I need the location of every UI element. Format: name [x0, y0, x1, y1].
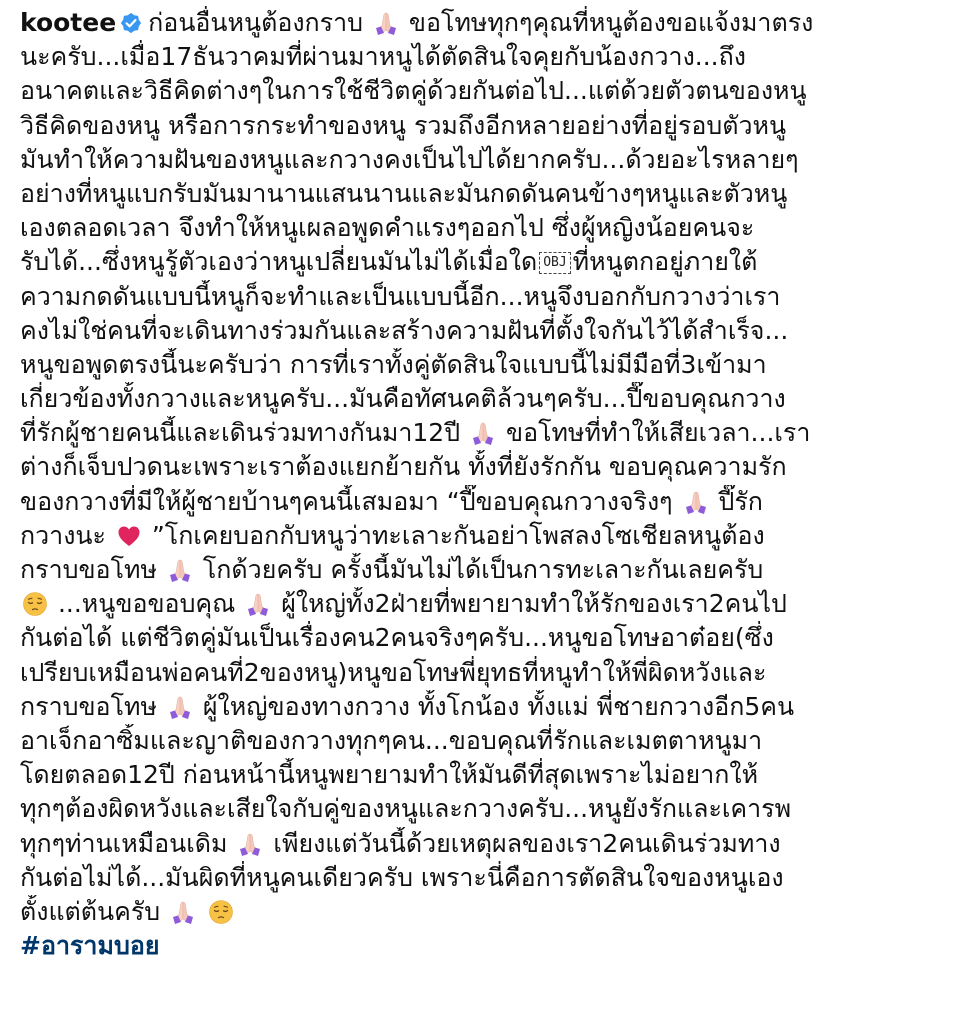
caption-text-segment: ทุกๆท่านเหมือนเดิม: [20, 828, 236, 858]
caption-line: [20, 724, 945, 758]
caption-line: [20, 827, 945, 861]
caption-text-segment: เกี่ยวข้องทั้งกวางและหนูครับ...มันคือทัศนคติล้วนๆครับ...ปี๊ขอบคุณกวาง: [20, 384, 786, 414]
caption-text-segment: ที่หนูตกอยู่ภายใต้: [572, 247, 758, 277]
pleading-hands-emoji-icon: [683, 489, 709, 515]
caption-text-segment: วิธีคิดของหนู หรือการกระทำของหนู รวมถึงอีกหลายอย่างที่อยู่รอบตัวหนู: [20, 110, 787, 140]
caption-text-segment: กราบขอโทษ: [20, 691, 165, 721]
caption-line: [20, 485, 945, 519]
caption-text-segment: กันต่อได้ แต่ชีวิตคู่มันเป็นเรื่องคน2คนจริงๆครับ...หนูขอโทษอาต๋อย(ซึ่ง: [20, 623, 774, 653]
caption-text-segment: คงไม่ใช่คนที่จะเดินทางร่วมกันและสร้างความฝันที่ตั้งใจกันไว้ได้สำเร็จ...: [20, 315, 789, 345]
caption-text: [20, 6, 945, 929]
caption-line: [20, 895, 945, 929]
caption-text-segment: โดยตลอด12ปี ก่อนหน้านี้หนูพยายามทำให้มันดีที่สุดเพราะไม่อยากให้: [20, 760, 759, 790]
caption-text-segment: กวางนะ: [20, 520, 114, 550]
pleading-hands-emoji-icon: [237, 831, 263, 857]
caption-line: [20, 621, 945, 655]
caption-text-segment: ก่อนอื่นหนูต้องกราบ: [148, 8, 371, 37]
caption-line: [20, 74, 945, 108]
pensive-face-emoji-icon: [22, 591, 48, 617]
hashtag-link[interactable]: #อารามบอย: [20, 931, 160, 961]
caption-text-segment: หนูขอพูดตรงนี้นะครับว่า การที่เราทั้งคู่ตัดสินใจแบบนี้ไม่มีมือที่3เข้ามา: [20, 349, 767, 379]
caption-text-segment: ขอโทษทุกๆคุณที่หนูต้องขอแจ้งมาตรง: [400, 8, 814, 37]
caption-text-segment: ของกวางที่มีให้ผู้ชายบ้านๆคนนี้เสมอมา “ปี๊ขอบคุณกวางจริงๆ: [20, 486, 681, 516]
obj-placeholder-glyph: OBJ: [539, 252, 570, 274]
caption-line: [20, 382, 945, 416]
pleading-hands-emoji-icon: [470, 420, 496, 446]
caption-text-segment: ...หนูขอขอบคุณ: [50, 589, 244, 619]
verified-badge-icon: [120, 9, 142, 31]
caption-text-segment: กันต่อไม่ได้...มันผิดที่หนูคนเดียวครับ เพราะนี่คือการตัดสินใจของหนูเอง: [20, 862, 784, 892]
caption-line: [20, 177, 945, 211]
pleading-hands-emoji-icon: [167, 694, 193, 720]
caption-text-segment: อย่างที่หนูแบกรับมันมานานแสนนานและมันกดดันคนข้างๆหนูและตัวหนู: [20, 178, 788, 208]
caption-line: [20, 109, 945, 143]
caption-text-segment: ต่างก็เจ็บปวดนะเพราะเราต้องแยกย้ายกัน ทั้งที่ยังรักกัน ขอบคุณความรัก: [20, 452, 787, 482]
caption-text-segment: ที่รักผู้ชายคนนี้และเดินร่วมทางกันมา12ปี: [20, 418, 469, 448]
caption-text-segment: โกด้วยครับ ครั้งนี้มันไม่ได้เป็นการทะเลาะกันเลยครับ: [194, 555, 764, 584]
caption-line: [20, 553, 945, 587]
caption-text-segment: เปรียบเหมือนพ่อคนที่2ของหนู)หนูขอโทษพี่ยุทธที่หนูทำให้พี่ผิดหวังและ: [20, 657, 767, 687]
pleading-hands-emoji-icon: [373, 10, 399, 36]
red-heart-emoji-icon: [116, 523, 142, 549]
caption-text-segment: อนาคตและวิธีคิดต่างๆในการใช้ชีวิตคู่ด้วยกันต่อไป...แต่ด้วยตัวตนของหนู: [20, 76, 807, 106]
caption-text-segment: ขอโทษที่ทำให้เสียเวลา...เรา: [498, 418, 811, 448]
caption-text-segment: มันทำให้ความฝันของหนูและกวางคงเป็นไปได้ยากครับ...ด้วยอะไรหลายๆ: [20, 144, 799, 174]
pleading-hands-emoji-icon: [170, 899, 196, 925]
caption-line: [20, 861, 945, 895]
pleading-hands-emoji-icon: [245, 591, 271, 617]
caption-line: [20, 758, 945, 792]
caption-line: [20, 211, 945, 245]
caption-text-segment: เพียงแต่วันนี้ด้วยเหตุผลของเรา2คนเดินร่วมทาง: [265, 828, 781, 858]
pleading-hands-emoji-icon: [167, 557, 193, 583]
caption-line: [20, 348, 945, 382]
caption-text-segment: ผู้ใหญ่ของทางกวาง ทั้งโกน้อง ทั้งแม่ พี่ชายกวางอีก5คน: [194, 691, 795, 721]
caption-line: [20, 245, 945, 279]
caption-text-segment: ผู้ใหญ่ทั้ง2ฝ่ายที่พยายามทำให้รักของเรา2คนไป: [273, 589, 787, 619]
hashtag-line: [20, 929, 945, 965]
caption-line: [20, 656, 945, 690]
caption-line: [20, 280, 945, 314]
pensive-face-emoji-icon: [208, 899, 234, 925]
caption-line: [20, 450, 945, 484]
caption-text-segment: อาเจ็กอาซิ้มและญาติของกวางทุกๆคน...ขอบคุณที่รักและเมตตาหนูมา: [20, 725, 763, 755]
caption-text-segment: เองตลอดเวลา จึงทำให้หนูเผลอพูดคำแรงๆออกไป ซึ่งผู้หญิงน้อยคนจะ: [20, 213, 755, 243]
caption-text-segment: ทุกๆต้องผิดหวังและเสียใจกับคู่ของหนูและกวางครับ...หนูยังรักและเคารพ: [20, 794, 792, 824]
caption-text-segment: [198, 897, 206, 926]
caption-line: [20, 519, 945, 553]
caption-line: [20, 587, 945, 621]
caption-line: [20, 314, 945, 348]
caption-text-segment: รับได้...ซึ่งหนูรู้ตัวเองว่าหนูเปลี่ยนมันไม่ได้เมื่อใด: [20, 247, 538, 277]
caption-text-segment: นะครับ...เมื่อ17ธันวาคมที่ผ่านมาหนูได้ตัดสินใจคุยกับน้องกวาง...ถึง: [20, 42, 746, 72]
caption-line: [20, 792, 945, 826]
caption-text-segment: ”โกเคยบอกกับหนูว่าทะเลาะกันอย่าโพสลงโซเชียลหนูต้อง: [143, 520, 765, 550]
caption-line: [20, 416, 945, 450]
caption-line: [20, 40, 945, 74]
caption-text-segment: ตั้งแต่ต้นครับ: [20, 896, 169, 926]
caption-line: [20, 143, 945, 177]
caption-text-segment: กราบขอโทษ: [20, 555, 165, 584]
caption-line: [20, 6, 945, 40]
username-link[interactable]: kootee: [20, 8, 117, 37]
caption-line: [20, 690, 945, 724]
caption-text-segment: ปี๊รัก: [710, 486, 763, 516]
caption-text-segment: ความกดดันแบบนี้หนูก็จะทำและเป็นแบบนี้อีก...หนูจึงบอกกับกวางว่าเรา: [20, 281, 781, 311]
post-caption: [20, 6, 945, 965]
